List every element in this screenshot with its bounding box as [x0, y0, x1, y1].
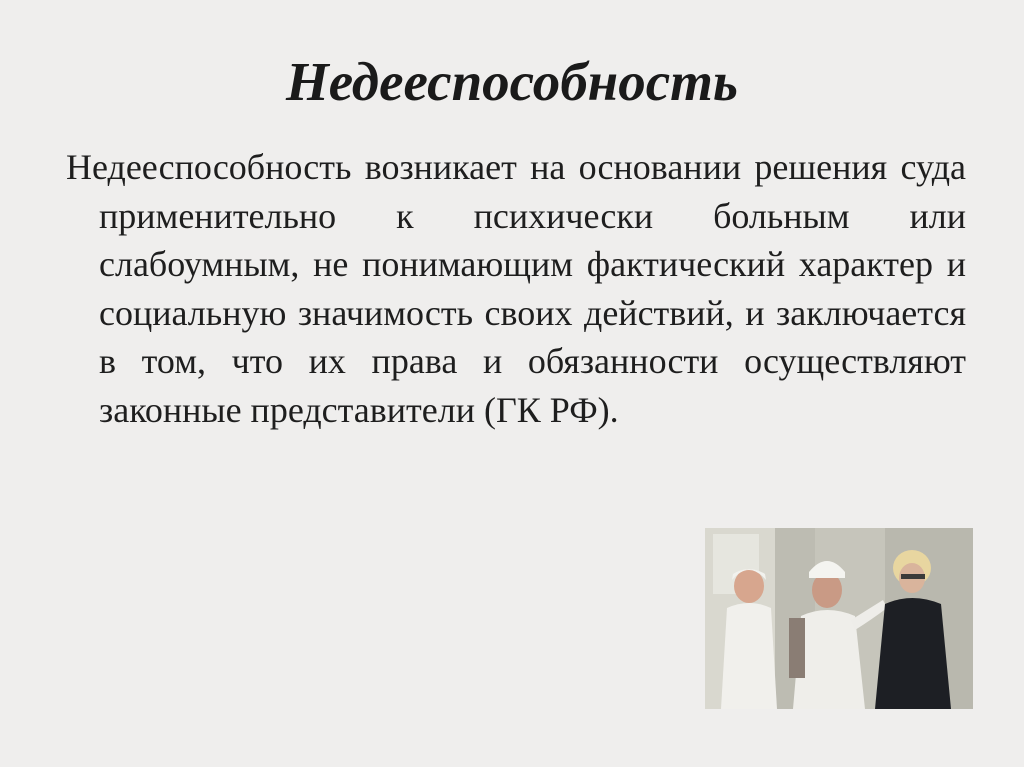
slide-title: Недееспособность: [285, 51, 739, 112]
film-still-illustration: [705, 528, 973, 709]
slide-body-text: Недееспособность возникает на основании решения суда применительно к психически больным или слабоумным, не понимающим фактический характер и социальную значимость своих действий, и заключается в том, что их права и обязанности осуществляют законные представители (ГК РФ).: [66, 147, 966, 430]
film-still-photo: [705, 528, 973, 709]
